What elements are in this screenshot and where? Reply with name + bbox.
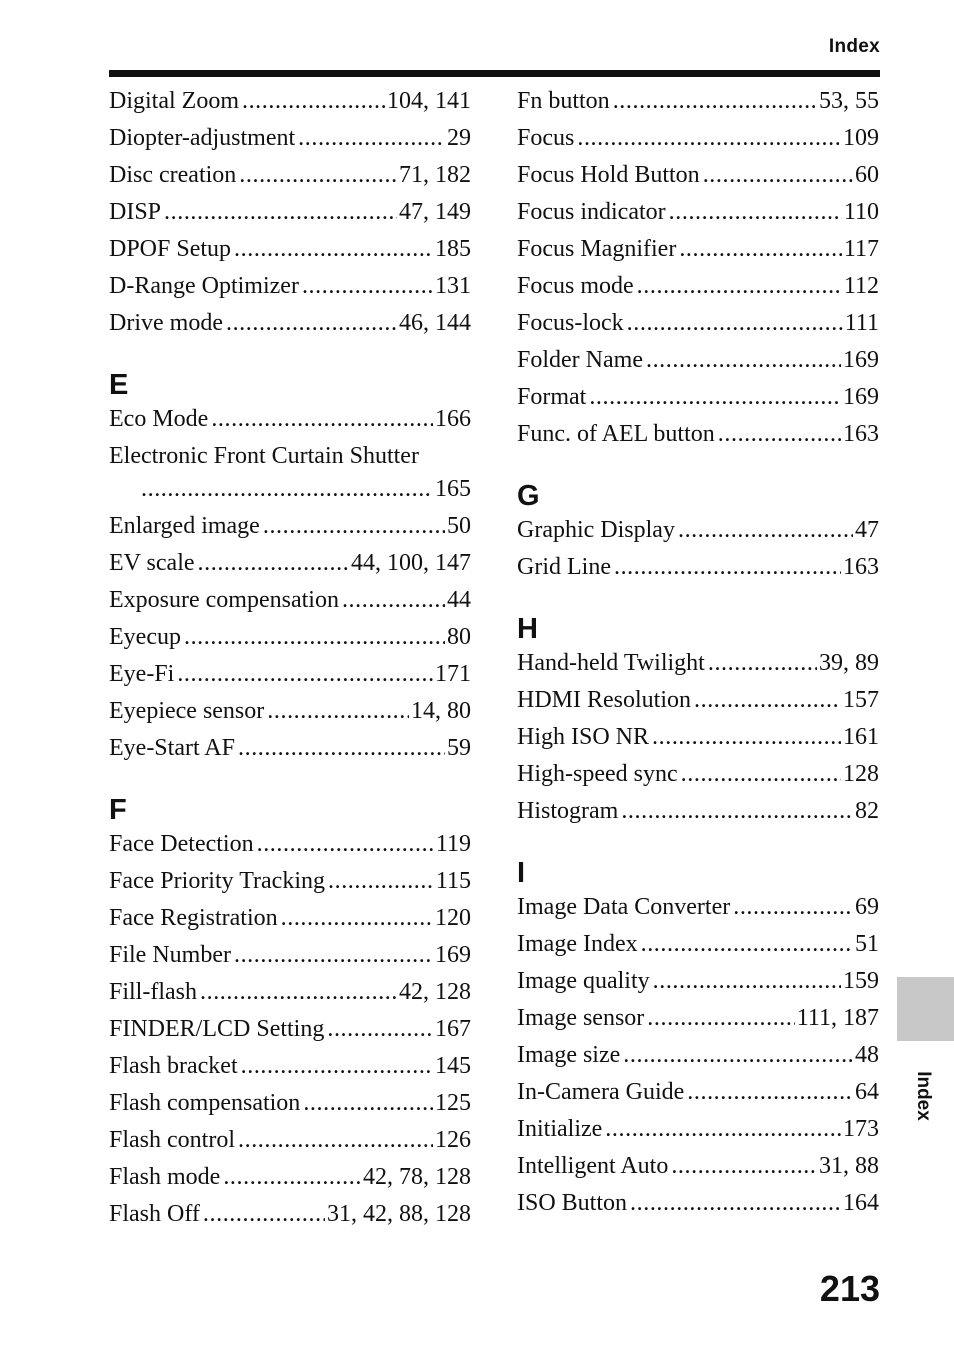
index-pages: 109 [843,125,879,151]
index-pages: 163 [843,421,879,447]
index-entry [109,231,471,268]
index-entry [517,1148,879,1185]
index-pages: 53, 55 [819,88,879,114]
dot-leader [623,1037,853,1074]
index-pages: 111 [844,310,879,336]
index-term: Focus Magnifier [517,236,677,262]
index-term: Func. of AEL button [517,421,715,447]
section-letter-i: I [517,857,526,889]
index-entry [517,268,879,305]
header-section-label: Index [828,36,880,57]
index-pages: 42, 78, 128 [363,1164,471,1190]
index-entry-wrapped [109,438,471,508]
dot-leader [703,157,853,194]
index-term: Intelligent Auto [517,1153,669,1179]
index-term: DISP [109,199,162,225]
index-pages: 39, 89 [819,650,879,676]
index-pages: 111, 187 [796,1005,879,1031]
index-term: Disc creation [109,162,237,188]
dot-leader [234,937,433,974]
index-pages: 145 [435,1053,471,1079]
index-entry [517,194,879,231]
index-entry [109,937,471,974]
index-pages: 157 [843,687,879,713]
index-column-right [517,83,879,1222]
index-entry [517,889,879,926]
index-entry [517,963,879,1000]
dot-leader [200,974,397,1011]
entry-list [517,645,879,830]
dot-leader [226,305,397,342]
index-pages: 166 [435,406,471,432]
index-entry [109,1196,471,1233]
index-term: Grid Line [517,554,611,580]
index-entry [517,549,879,586]
index-term: FINDER/LCD Setting [109,1016,325,1042]
index-term: In-Camera Guide [517,1079,685,1105]
index-entry [109,656,471,693]
dot-leader [613,83,817,120]
dot-leader [605,1111,841,1148]
index-pages: 161 [843,724,879,750]
index-entry [109,83,471,120]
entry-list [517,83,879,453]
index-entry [109,582,471,619]
index-term: Folder Name [517,347,643,373]
index-entry [109,1048,471,1085]
index-entry [517,1111,879,1148]
dot-leader [198,545,349,582]
page-number: 213 [819,1268,880,1309]
index-entry [109,1011,471,1048]
index-entry [517,305,879,342]
index-term: Fn button [517,88,610,114]
section-letter-g: G [517,480,540,512]
entry-list [109,508,471,767]
index-pages: 167 [435,1016,471,1042]
dot-leader [238,730,445,767]
index-pages: 51 [855,931,879,957]
index-pages: 31, 88 [819,1153,879,1179]
index-term: Flash bracket [109,1053,238,1079]
index-entry [517,1037,879,1074]
index-pages: 60 [855,162,879,188]
section-letter-e: E [109,369,129,401]
entry-list [517,512,879,586]
index-term: Graphic Display [517,517,675,543]
index-term: Face Priority Tracking [109,868,325,894]
index-entry [517,1074,879,1111]
dot-leader [342,582,445,619]
index-pages: 163 [843,554,879,580]
index-pages: 82 [855,798,879,824]
index-entry [517,512,879,549]
index-term: Flash control [109,1127,235,1153]
index-pages: 71, 182 [399,162,471,188]
dot-leader [678,512,853,549]
dot-leader [184,619,445,656]
index-term: Flash Off [109,1201,200,1227]
dot-leader [646,342,841,379]
index-pages: 59 [447,735,471,761]
index-entry [109,826,471,863]
index-entry [517,416,879,453]
index-term: Flash mode [109,1164,221,1190]
dot-leader [641,926,853,963]
index-entry [517,719,879,756]
index-term: Image Index [517,931,638,957]
dot-leader [621,793,853,830]
index-pages: 112 [843,273,879,299]
index-pages: 169 [843,347,879,373]
dot-leader [257,826,434,863]
dot-leader [681,756,841,793]
index-entry [109,508,471,545]
index-side-tab[interactable] [897,977,954,1041]
index-pages: 47 [855,517,879,543]
dot-leader [687,1074,853,1111]
index-pages: 159 [843,968,879,994]
dot-leader [328,863,434,900]
index-term: Hand-held Twilight [517,650,705,676]
index-pages: 171 [435,661,471,687]
index-pages: 169 [843,384,879,410]
index-term: DPOF Setup [109,236,232,262]
index-term: Focus Hold Button [517,162,700,188]
index-entry [109,1122,471,1159]
index-term: Format [517,384,587,410]
index-entry [517,342,879,379]
index-pages: 110 [843,199,879,225]
index-pages: 128 [843,761,879,787]
dot-leader [203,1196,325,1233]
index-term: Histogram [517,798,619,824]
dot-leader [718,416,841,453]
index-entry [109,900,471,937]
dot-leader [211,401,433,438]
entry-list [109,826,471,1233]
index-pages: 173 [843,1116,879,1142]
index-term: Image size [517,1042,621,1068]
index-entry [109,305,471,342]
index-term: Digital Zoom [109,88,239,114]
dot-leader [577,120,841,157]
index-term: Eco Mode [109,406,209,432]
dot-leader [671,1148,817,1185]
index-term: Focus-lock [517,310,624,336]
dot-leader [239,157,397,194]
index-pages: 165 [435,476,471,502]
index-entry [517,682,879,719]
index-entry [517,83,879,120]
index-pages: 126 [435,1127,471,1153]
index-pages: 47, 149 [399,199,471,225]
index-pages: 44 [447,587,471,613]
index-entry [109,863,471,900]
index-pages: 119 [435,831,471,857]
side-tab-label: Index [913,1071,934,1121]
index-entry [517,1185,879,1222]
dot-leader [327,1011,433,1048]
index-pages: 50 [447,513,471,539]
index-pages: 125 [435,1090,471,1116]
dot-leader [263,508,445,545]
index-column-left [109,83,471,1233]
dot-leader [303,1085,433,1122]
index-pages: 104, 141 [387,88,471,114]
index-term: Enlarged image [109,513,260,539]
entry-list [517,889,879,1222]
index-entry [517,379,879,416]
dot-leader [238,1122,433,1159]
index-term: Fill-flash [109,979,197,1005]
index-pages: 69 [855,894,879,920]
dot-leader [614,549,841,586]
dot-leader [298,120,445,157]
dot-leader [708,645,817,682]
index-pages: 131 [435,273,471,299]
index-entry [517,926,879,963]
section-letter-f: F [109,794,127,826]
index-pages: 117 [843,236,879,262]
index-term: Exposure compensation [109,587,339,613]
index-pages: 185 [435,236,471,262]
index-pages: 42, 128 [399,979,471,1005]
dot-leader [627,305,843,342]
dot-leader [589,379,841,416]
dot-leader [267,693,409,730]
index-term: ISO Button [517,1190,628,1216]
dot-leader [653,963,841,1000]
dot-leader [242,83,385,120]
index-term: HDMI Resolution [517,687,691,713]
index-term: Electronic Front Curtain Shutter [109,443,419,469]
index-pages: 115 [435,868,471,894]
index-term: Eyepiece sensor [109,698,265,724]
index-pages: 120 [435,905,471,931]
index-term: Focus [517,125,575,151]
index-entry [109,401,471,438]
index-pages: 29 [447,125,471,151]
index-entry [517,157,879,194]
dot-leader [637,268,842,305]
index-entry [109,693,471,730]
index-pages: 31, 42, 88, 128 [327,1201,471,1227]
dot-leader [164,194,397,231]
index-term: Eye-Start AF [109,735,235,761]
dot-leader [733,889,853,926]
index-entry [517,756,879,793]
index-term: D-Range Optimizer [109,273,299,299]
section-letter-h: H [517,613,538,645]
index-pages: 169 [435,942,471,968]
index-term: Focus mode [517,273,634,299]
entry-list [109,83,471,342]
index-pages: 64 [855,1079,879,1105]
index-term: File Number [109,942,231,968]
dot-leader [647,1000,794,1037]
dot-leader [669,194,842,231]
index-pages: 46, 144 [399,310,471,336]
dot-leader [302,268,433,305]
index-entry [109,1159,471,1196]
index-term: Flash compensation [109,1090,301,1116]
entry-list [109,401,471,438]
index-term: Focus indicator [517,199,666,225]
dot-leader [223,1159,361,1196]
index-term: Eye-Fi [109,661,175,687]
index-term: Eyecup [109,624,181,650]
index-term: High-speed sync [517,761,678,787]
index-term: Image quality [517,968,650,994]
dot-leader [630,1185,841,1222]
index-term: Initialize [517,1116,603,1142]
index-entry [109,730,471,767]
index-entry [517,231,879,268]
index-entry [517,793,879,830]
index-entry [109,1085,471,1122]
index-entry [109,545,471,582]
index-entry [109,974,471,1011]
index-entry [109,194,471,231]
index-term: Diopter-adjustment [109,125,296,151]
index-term: EV scale [109,550,195,576]
index-term: Image Data Converter [517,894,731,920]
dot-leader [281,900,433,937]
index-pages: 14, 80 [411,698,471,724]
index-entry-continuation [109,471,471,508]
index-pages: 48 [855,1042,879,1068]
index-entry [109,619,471,656]
dot-leader [679,231,842,268]
index-term: Drive mode [109,310,223,336]
index-pages: 44, 100, 147 [351,550,471,576]
dot-leader [652,719,841,756]
dot-leader [694,682,841,719]
index-term: Image sensor [517,1005,645,1031]
index-term: High ISO NR [517,724,650,750]
dot-leader [177,656,433,693]
index-term: Face Detection [109,831,254,857]
dot-leader [234,231,433,268]
index-entry [517,120,879,157]
index-entry [109,157,471,194]
index-entry [517,1000,879,1037]
index-entry [517,645,879,682]
index-pages: 80 [447,624,471,650]
dot-leader [241,1048,433,1085]
index-term: Face Registration [109,905,278,931]
dot-leader [141,471,433,508]
index-entry [109,120,471,157]
index-entry [109,268,471,305]
header-rule [109,70,880,77]
index-pages: 164 [843,1190,879,1216]
